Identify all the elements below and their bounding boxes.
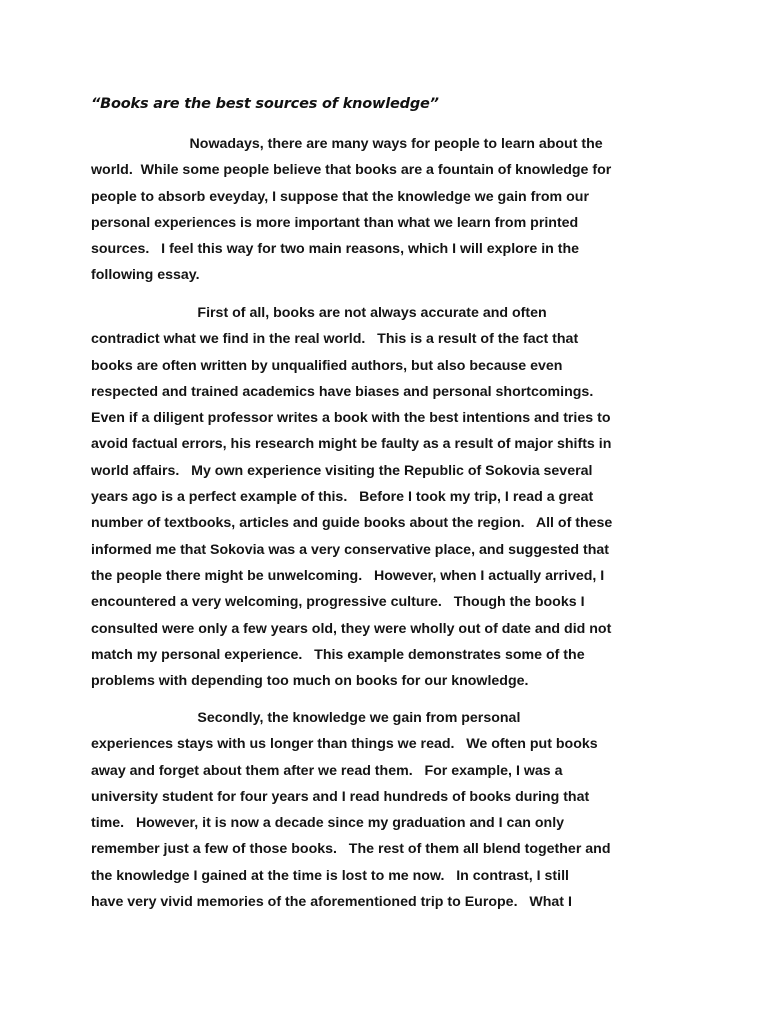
essay-title: “Books are the best sources of knowledge” [91,96,439,112]
text-line: have very vivid memories of the aforementioned trip to Europe. What I [91,894,572,911]
text-line: experiences stays with us longer than things we read. We often put books [91,736,598,753]
text-line: match my personal experience. This example demonstrates some of the [91,646,585,663]
text-line: informed me that Sokovia was a very conservative place, and suggested that [91,541,610,558]
text-line: consulted were only a few years old, they were wholly out of date and did not [91,620,612,637]
text-line: contradict what we find in the real world. This is a result of the fact that [91,331,579,348]
text-line: Nowadays, there are many ways for people to learn about the [91,136,603,152]
text-line: encountered a very welcoming, progressive culture. Though the books I [91,594,585,611]
text-line: world affairs. My own experience visiting the Republic of Sokovia several [91,462,593,479]
text-line: time. However, it is now a decade since my graduation and I can only [91,815,565,832]
text-line: sources. I feel this way for two main reasons, which I will explore in the [91,241,580,258]
text-line: world. While some people believe that books are a fountain of knowledge for [91,162,612,179]
text-line: years ago is a perfect example of this. Before I took my trip, I read a great [91,489,594,506]
text-line: number of textbooks, articles and guide books about the region. All of these [91,515,613,532]
text-line: the knowledge I gained at the time is lost to me now. In contrast, I still [91,867,569,884]
text-line: university student for four years and I read hundreds of books during that [91,788,590,805]
text-line: away and forget about them after we read them. For example, I was a [91,762,563,779]
paragraph-first-reason [91,300,691,694]
text-line: Secondly, the knowledge we gain from personal [91,710,521,726]
text-line: personal experiences is more important than what we learn from printed [91,214,579,231]
paragraph-intro [91,131,691,289]
paragraph-second-reason [91,705,691,915]
text-line: people to absorb eveyday, I suppose that the knowledge we gain from our [91,188,589,205]
text-line: avoid factual errors, his research might be faulty as a result of major shifts in [91,436,612,453]
text-line: following essay. [91,267,200,284]
text-line: Even if a diligent professor writes a book with the best intentions and tries to [91,410,611,427]
text-line: the people there might be unwelcoming. However, when I actually arrived, I [91,567,605,584]
text-line: respected and trained academics have biases and personal shortcomings. [91,383,594,400]
text-line: remember just a few of those books. The rest of them all blend together and [91,841,611,858]
text-line: books are often written by unqualified authors, but also because even [91,357,563,374]
text-line: First of all, books are not always accurate and often [91,305,547,321]
text-line: problems with depending too much on books for our knowledge. [91,673,529,690]
